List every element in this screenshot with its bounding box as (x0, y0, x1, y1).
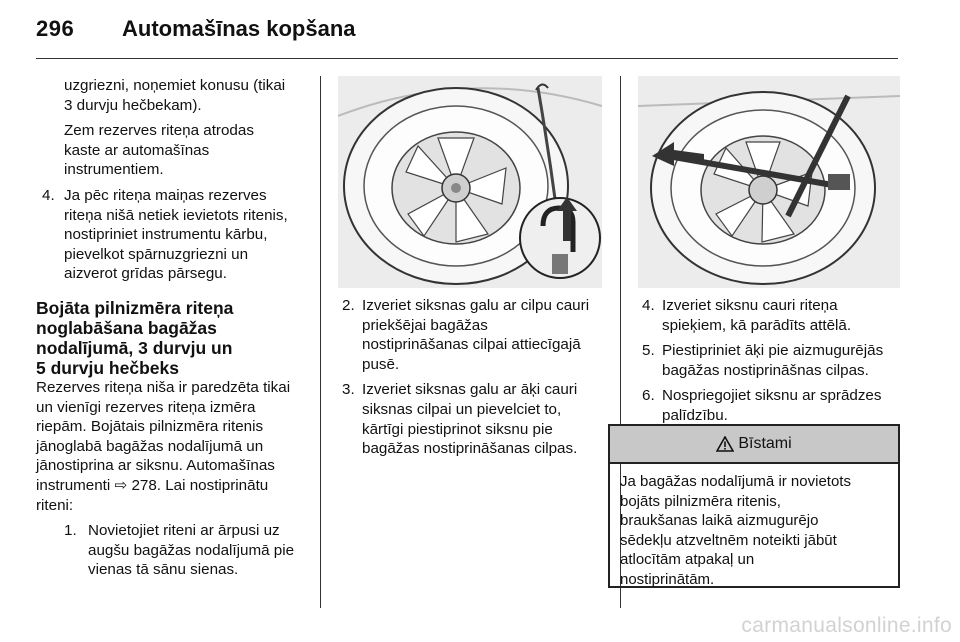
continued-text: uzgriezni, noņemiet konusu (tikai 3 durvju hečbekam). (64, 77, 286, 114)
warning-text: Ja bagāžas nodalījumā ir novietots bojāts pilnizmēra ritenis, braukšanas laikā aizmugurējo sēdekļu atzveltnēm noteikti jābūt atlocītām atpakaļ un nostiprinātām. (620, 473, 851, 588)
figure-strap-spokes (638, 76, 900, 288)
header-divider (36, 58, 898, 59)
column-divider-1 (320, 76, 321, 608)
list-item-3: 3. Izveriet siksnas galu ar āķi cauri siksnas cilpai un pievelciet to, kārtīgi piestiprinot siksnu pie bagāžas nostiprināšanas cilpas. (342, 381, 578, 458)
section-title: Bojāta pilnizmēra riteņa noglabāšana bagāžas nodalījumā, 3 durvju un 5 durvju hečbeks (36, 297, 234, 378)
warning-triangle-icon (716, 436, 734, 452)
warning-header (610, 426, 898, 464)
column-1 (36, 76, 308, 580)
page-header (36, 14, 924, 58)
warning-title: Bīstami (738, 435, 792, 452)
chapter-title: Automašīnas kopšana (122, 16, 356, 41)
list-item-2: 2. Izveriet siksnas galu ar cilpu cauri priekšējai bagāžas nostiprināšanas cilpai attiecīgajā pusē. (342, 297, 590, 373)
tool-box-note: Zem rezerves riteņa atrodas kaste ar automašīnas instrumentiem. (64, 122, 254, 179)
warning-box (608, 424, 900, 588)
figure-strap-loop (338, 76, 602, 288)
list-item-1: 1. Novietojiet riteni ar ārpusi uz augšu bagāžas nodalījumā pie vienas tā sānu sienas. (64, 522, 295, 579)
intro-paragraph: Rezerves riteņa niša ir paredzēta tikai un vienīgi rezerves riteņa izmēra riepām. Bojātais pilnizmēra ritenis jānoglabā bagāžas nodalījumā un jānostiprina ar siksnu. Automašīnas instrumenti ⇨ 278. Lai nostiprinātu riteni: (36, 378, 291, 514)
list-item-5: 5. Piestipriniet āķi pie aizmugurējās bagāžas nostiprināšnas cilpas. (642, 342, 884, 379)
wheel-spokes-illustration (638, 76, 900, 288)
wheel-strap-illustration (338, 76, 602, 288)
page-reference-arrow-icon[interactable]: ⇨ (114, 476, 128, 494)
column-2 (338, 296, 608, 459)
list-item-4b: 4. Izveriet siksnu cauri riteņa spieķiem, kā parādīts attēlā. (642, 297, 852, 334)
watermark: carmanualsonline.info (741, 614, 952, 637)
page-number: 296 (36, 16, 75, 41)
column-3 (638, 296, 900, 426)
list-item-6: 6. Nospriegojiet siksnu ar sprādzes palīdzību. (642, 387, 882, 424)
list-item-4: 4. Ja pēc riteņa maiņas rezerves riteņa nišā netiek ievietots ritenis, nostipriniet instrumentu kārbu, pievelkot spārnuzgriezni un aizverot grīdas pārsegu. (42, 186, 288, 283)
